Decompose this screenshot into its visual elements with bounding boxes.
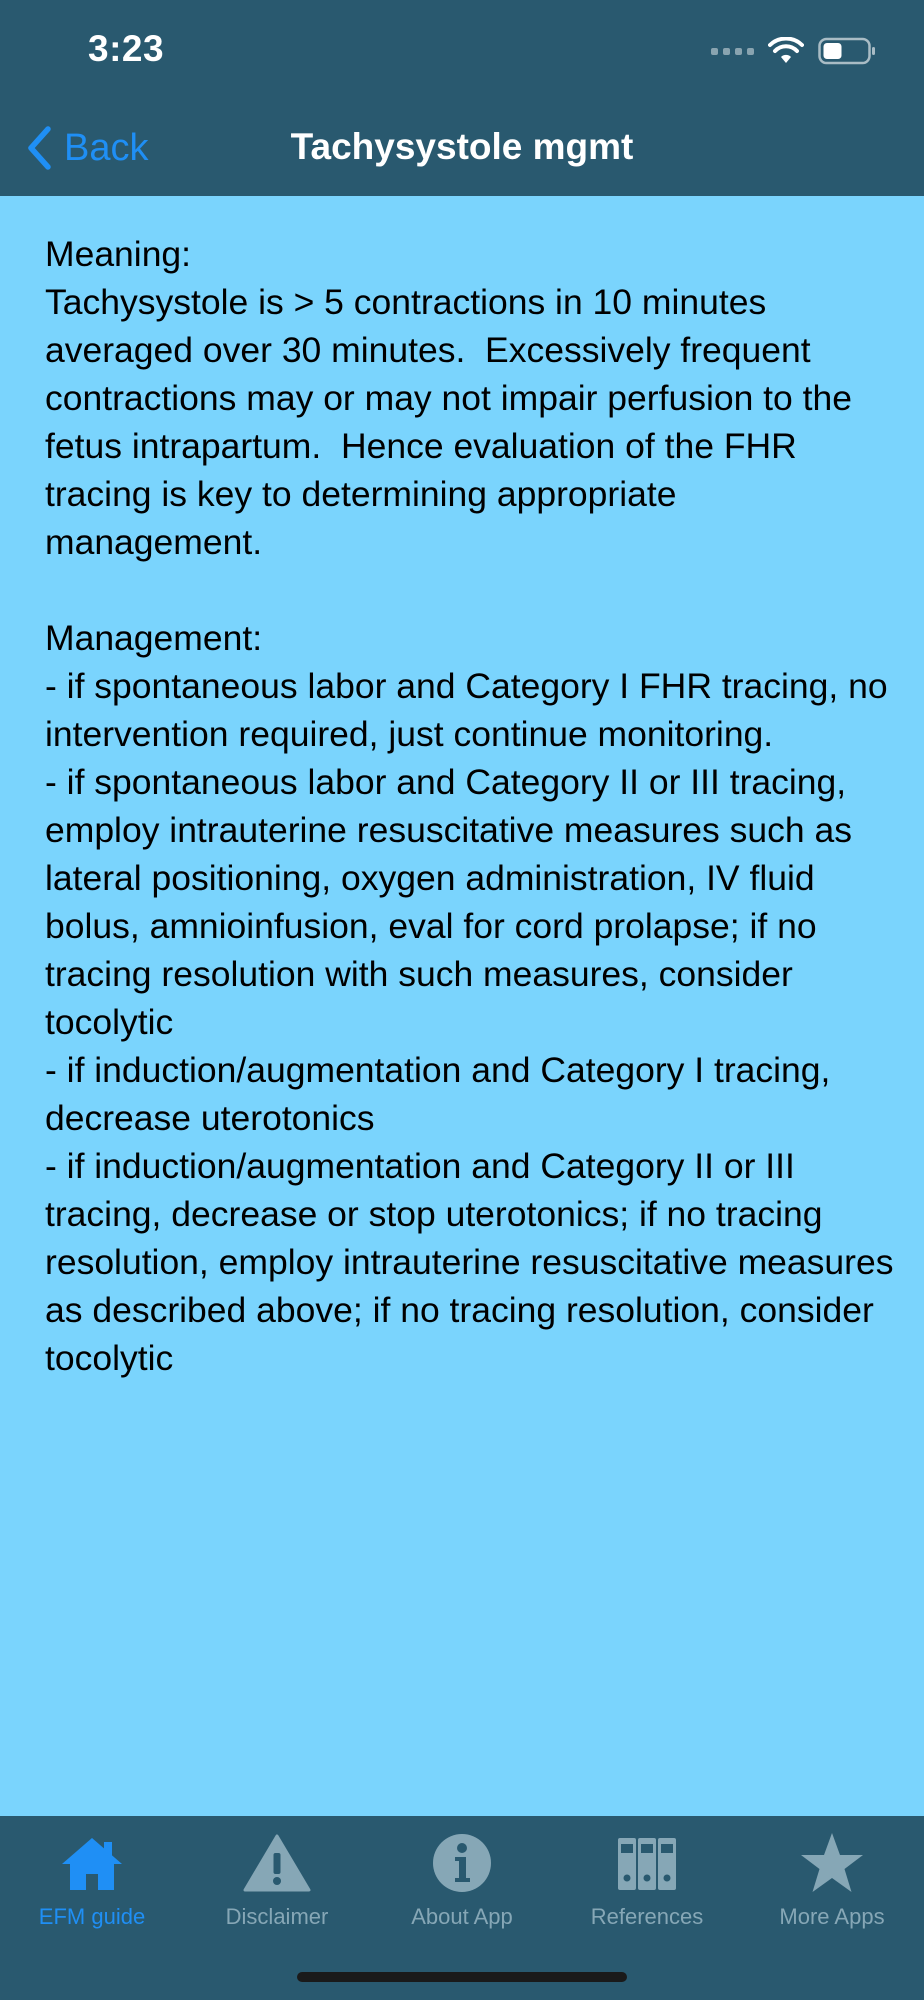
tab-references[interactable] (555, 1828, 739, 1938)
info-icon (422, 1828, 502, 1898)
back-label: Back (64, 126, 149, 169)
tab-label: References (590, 1904, 704, 1929)
status-icons (711, 36, 876, 66)
tab-label: EFM guide (38, 1904, 146, 1929)
tab-about-app[interactable] (370, 1828, 554, 1938)
star-icon (792, 1828, 872, 1898)
tab-disclaimer[interactable] (185, 1828, 369, 1938)
tab-label: About App (411, 1904, 513, 1929)
warning-icon (237, 1828, 317, 1898)
wifi-icon (768, 37, 804, 65)
home-indicator[interactable] (297, 1972, 627, 1982)
tab-efm-guide[interactable] (0, 1828, 184, 1938)
tab-bar (0, 1816, 924, 2000)
cellular-signal-icon (711, 48, 754, 55)
tab-label: Disclaimer (225, 1904, 329, 1929)
page-title: Tachysystole mgmt (290, 126, 634, 167)
binders-icon (607, 1828, 687, 1898)
content-area[interactable] (0, 196, 924, 1816)
battery-icon (818, 37, 876, 65)
tab-label: More Apps (779, 1904, 885, 1929)
body-text: Meaning: Tachysystole is > 5 contractions in 10 minutes averaged over 30 minutes. Excessively frequent contractions may or may not impair perfusion to the fetus intrapartum. Hence evaluation of the FHR tracing is key to determining appropriate management. Management: - if spontaneous labor and Category I FHR tracing, no intervention required, just continue monitoring. - if spontaneous labor and Category II or III tracing, employ intrauterine resuscitative measures such as lateral positioning, oxygen administration, IV fluid bolus, amnioinfusion, eval for cord prolapse; if no tracing resolution with such measures, consider tocolytic - if induction/augmentation and Category I tracing, decrease uterotonics - if induction/augmentation and Category II or III tracing, decrease or stop uterotonics; if no tracing resolution, employ intrauterine resuscitative measures as described above; if no tracing resolution, consider tocolytic (45, 234, 894, 1378)
tab-more-apps[interactable] (740, 1828, 924, 1938)
status-bar (0, 0, 924, 100)
home-icon (52, 1828, 132, 1898)
navigation-bar (0, 100, 924, 196)
status-time: 3:23 (88, 28, 165, 69)
